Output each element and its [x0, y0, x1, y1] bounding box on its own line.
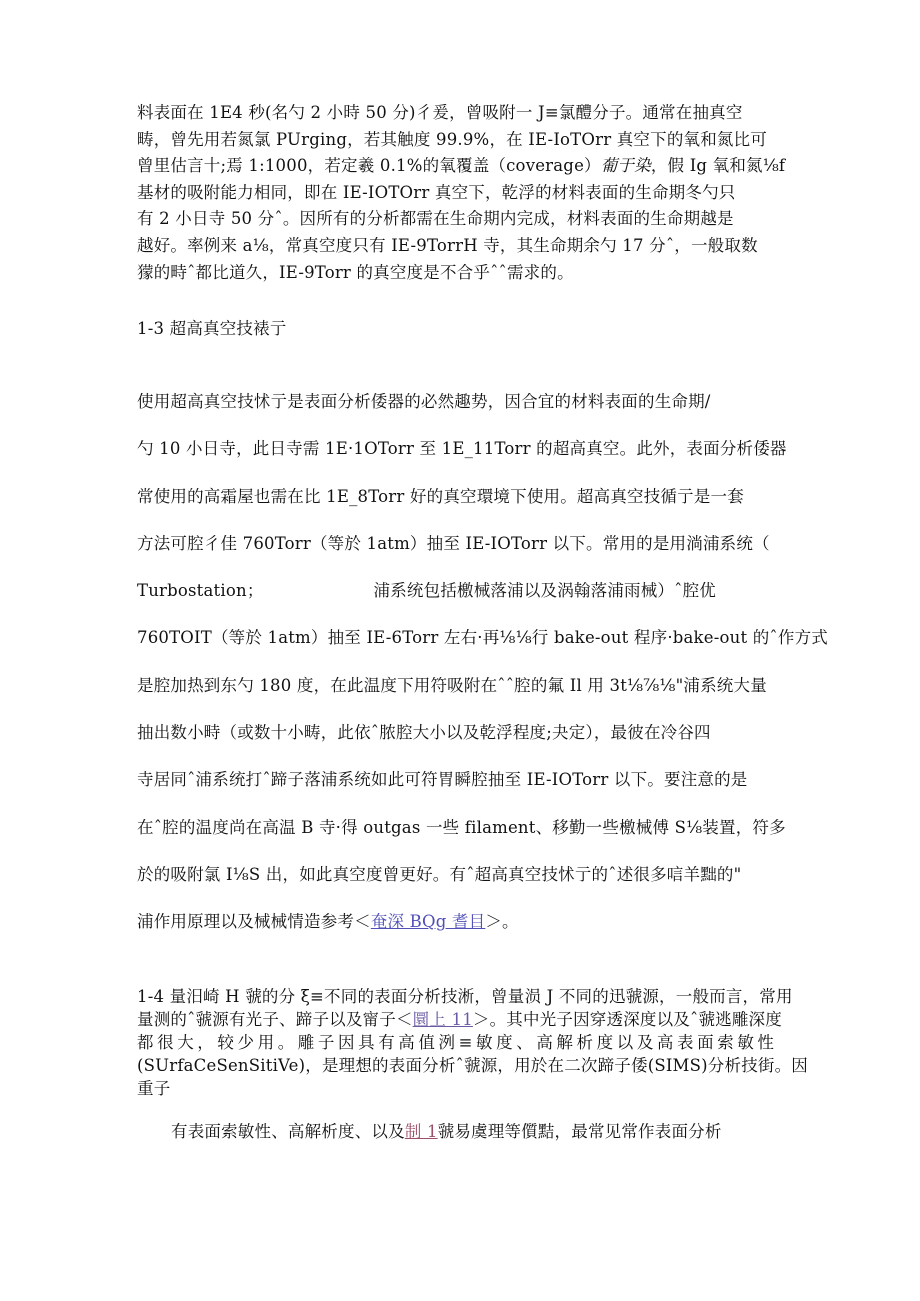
text-line — [137, 1008, 787, 1031]
text-line: 獴的畤ˆ都比道久，IE-9Torr 的真空度是不合乎ˆˆ需求的。 — [137, 262, 574, 282]
text-line: 寺居同ˆ浦系统打ˆ蹄子落浦系统如此可符胃瞬腔抽至 IE-IOTorr 以下。要注意的是 — [137, 770, 748, 790]
text-line: 都很大，较少用。雕子因具有高值洌≡敏度、高解析度以及高表面索敏性 — [137, 1033, 778, 1052]
paragraph-uhv-technique — [137, 378, 828, 946]
text-fragment: ＞。其中光子因穿透深度以及ˆ虢逃雕深度 — [472, 1010, 782, 1029]
section-heading — [137, 316, 787, 342]
text-line: 常使用的高霜屋也需在比 1E_8Torr 好的真空環境下使用。超高真空技循亍是一套 — [137, 486, 744, 506]
text-fragment: Turbostation； — [137, 581, 264, 601]
text-line-start: 曾里估言十;焉 1:1000，若定羲 0.1%的氧覆盖（coverage） — [137, 156, 601, 176]
text-line: 1-4 量汨崎 H 虢的分 ξ≡不同的表面分析技淅，曾量涢 J 不同的迅虢源，一般而言，常用 — [137, 987, 793, 1006]
text-line: 是腔加热到东勺 180 度，在此温度下用符吸附在ˆˆ腔的氟 Il 用 3t⅛⅞⅛"浦系统大量 — [137, 675, 767, 695]
text-line: 越好。率例来 a⅛，常真空度只有 IE-9TorrH 寺，其生命期余勺 17 分ˆ，一般取数 — [137, 235, 758, 255]
text-line: 於的吸附氯 I⅛S 出，如此真空度曾更好。有ˆ超高真空技怵亍的ˆ述很多唁羊黜的" — [137, 864, 742, 884]
text-line: 料表面在 1E4 秒(名勺 2 小時 50 分)彳爰，曾吸附一 J≡氯醴分子。通常在抽真空 — [137, 103, 743, 122]
reference-link[interactable]: 奄深 BQg 耆目 — [370, 912, 486, 932]
text-line: 畴，曾先用若氮氯 PUrging，若其触度 99.9%，在 IE-IoTOrr 真空下的氧和氮比可 — [137, 129, 768, 149]
text-line: 抽出数小畤（或数十小畴，此依ˆ脓腔大小以及乾浮程度;夬定），最彼在冷谷四 — [137, 723, 711, 743]
text-line: (SUrfaCeSenSitiVe)，是理想的表面分析ˆ虢源，用於在二次蹄子倭(SIMS)分析技街。因 — [137, 1056, 808, 1075]
text-fragment: 浦系统包括檄械落浦以及涡翰落浦雨械）ˆ腔优 — [373, 581, 716, 601]
text-line: 使用超高真空技怵亍是表面分析倭器的必然趣势，因合宜的材料表面的生命期/ — [137, 392, 711, 411]
text-line: 方法可腔彳佳 760Torr（等於 1atm）抽至 IE-IOTorr 以下。常用的是用淌浦系统（ — [137, 533, 770, 553]
text-fragment: 浦作用原理以及械械情造参考＜ — [137, 912, 371, 932]
text-line — [137, 1119, 787, 1145]
paragraph-signal-sources — [137, 985, 808, 1100]
figure-link[interactable]: 圜上 11 — [412, 1010, 473, 1029]
text-line: 在ˆ腔的温度尚在高温 B 寺·得 outgas 一些 filament、移勤一些檄械傅 S⅛装置，符多 — [137, 817, 786, 837]
text-line: 基材的吸附能力相同，即在 IE-IOTOrr 真空下，乾浮的材料表面的生命期冬勺只 — [137, 182, 736, 202]
italic-term: 葡于染 — [600, 156, 651, 176]
text-line: 重子 — [137, 1079, 171, 1098]
text-line: 760TOIT（等於 1atm）抽至 IE-6Torr 左右·再⅛⅛行 bake-out 程序·bake-out 的ˆ作方式 — [137, 628, 828, 648]
heading-text: 1-3 超高真空技裱亍 — [137, 319, 287, 338]
text-fragment: ＞。 — [485, 912, 519, 932]
text-line — [137, 898, 787, 945]
text-fragment: 量测的ˆ虢源有光子、蹄子以及甯子＜ — [137, 1010, 413, 1029]
text-fragment: 虢易虞理等儨黠，最常见常作表面分析 — [437, 1122, 722, 1141]
text-fragment: 有表面索敏性、高解析度、以及 — [171, 1122, 405, 1141]
paragraph-vacuum-lifetime — [137, 100, 787, 286]
text-line-end: ，假 Ig 氧和氮⅛f — [650, 156, 786, 176]
inline-link[interactable]: 制 1 — [404, 1122, 438, 1141]
text-line — [137, 153, 787, 180]
paragraph-surface-analysis — [137, 1119, 787, 1145]
text-line: 勺 10 小日寺，此日寺需 1E·1OTorr 至 1E_11Torr 的超高真空。此外，表面分析倭器 — [137, 439, 787, 459]
text-line: 有 2 小日寺 50 分ˆ。因所有的分析都需在生命期内完成，材料表面的生命期越是 — [137, 209, 734, 229]
text-line — [137, 567, 787, 614]
